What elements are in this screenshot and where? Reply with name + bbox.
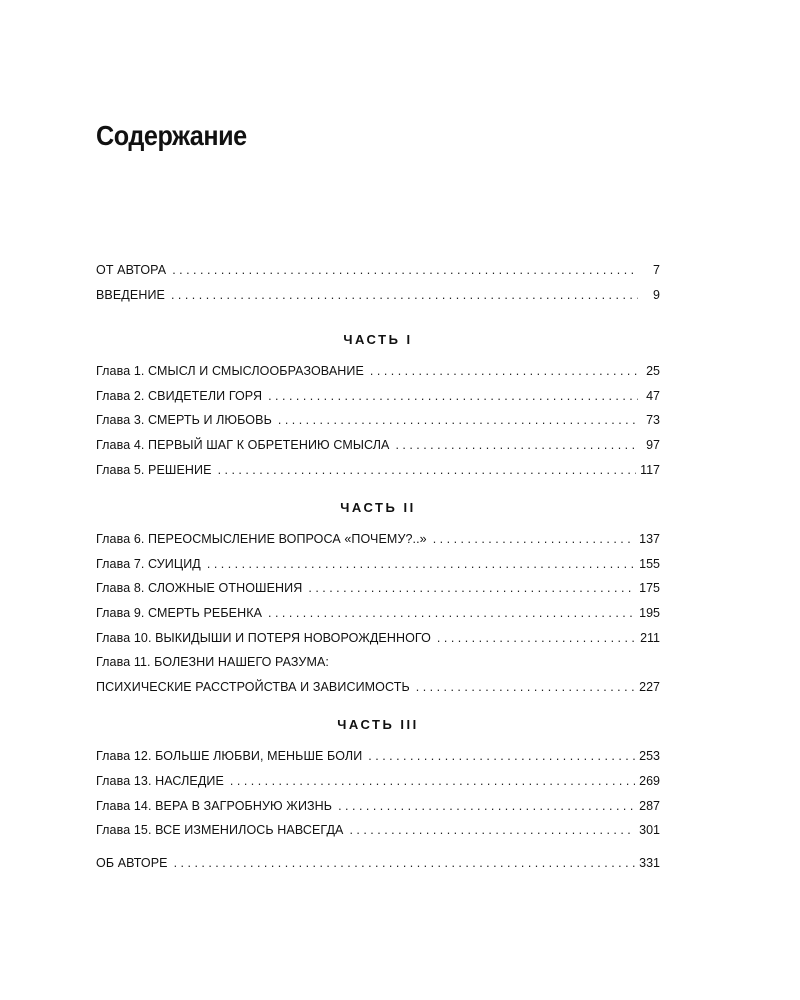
toc-entry-page: 227: [639, 679, 660, 694]
toc-entry-from-author[interactable]: [96, 258, 660, 283]
toc-entry-page: 155: [639, 556, 660, 571]
toc-entry-chapter-1[interactable]: [96, 359, 660, 384]
toc-entry-chapter-15[interactable]: [96, 818, 660, 843]
toc-entry-label: Глава 10. ВЫКИДЫШИ И ПОТЕРЯ НОВОРОЖДЕННОГО: [96, 630, 431, 645]
leader-dots: [338, 794, 635, 819]
toc-entry-chapter-14[interactable]: [96, 794, 660, 819]
toc-entry-chapter-6[interactable]: [96, 527, 660, 552]
leader-dots: [172, 258, 638, 283]
leader-dots: [395, 433, 638, 458]
toc-entry-chapter-3[interactable]: [96, 408, 660, 433]
toc-entry-page: 97: [646, 437, 660, 452]
toc-entry-label: ОБ АВТОРЕ: [96, 855, 168, 870]
toc-entry-page: 7: [653, 263, 660, 277]
toc-entry-page: 175: [639, 581, 660, 596]
leader-dots: [308, 576, 635, 601]
leader-dots: [433, 527, 635, 552]
toc-entry-chapter-11-continued[interactable]: [96, 675, 660, 700]
leader-dots: [218, 458, 637, 483]
toc-entry-label: ВВЕДЕНИЕ: [96, 287, 165, 302]
toc-entry-label: Глава 15. ВСЕ ИЗМЕНИЛОСЬ НАВСЕГДА: [96, 823, 344, 838]
toc-entry-chapter-5[interactable]: [96, 458, 660, 483]
toc-entry-label: ОТ АВТОРА: [96, 263, 167, 277]
leader-dots: [268, 384, 638, 409]
toc-entry-page: 301: [639, 823, 660, 838]
toc-entry-page: 287: [639, 798, 660, 813]
toc-entry-page: 25: [646, 364, 660, 379]
toc-entry-chapter-10[interactable]: [96, 626, 660, 651]
toc-entry-about-author[interactable]: [96, 851, 660, 876]
toc-entry-page: 137: [639, 532, 660, 547]
toc-entry-label: Глава 12. БОЛЬШЕ ЛЮБВИ, МЕНЬШЕ БОЛИ: [96, 749, 363, 764]
leader-dots: [174, 851, 636, 876]
part-heading-2: ЧАСТЬ II: [340, 500, 416, 516]
toc-entry-label: Глава 5. РЕШЕНИЕ: [96, 462, 212, 477]
toc-entry-label: Глава 1. СМЫСЛ И СМЫСЛООБРАЗОВАНИЕ: [96, 364, 364, 379]
part-heading-1: ЧАСТЬ I: [343, 332, 413, 348]
leader-dots: [278, 408, 638, 433]
toc-entry-label: ПСИХИЧЕСКИЕ РАССТРОЙСТВА И ЗАВИСИМОСТЬ: [96, 679, 410, 694]
toc-entry-chapter-12[interactable]: [96, 744, 660, 769]
toc-entry-label: Глава 3. СМЕРТЬ И ЛЮБОВЬ: [96, 413, 272, 428]
toc-entry-chapter-4[interactable]: [96, 433, 660, 458]
leader-dots: [268, 601, 635, 626]
toc-entry-label: Глава 8. СЛОЖНЫЕ ОТНОШЕНИЯ: [96, 581, 303, 596]
leader-dots: [368, 744, 635, 769]
toc-entry-page: 211: [640, 630, 660, 645]
toc-entry-label: Глава 2. СВИДЕТЕЛИ ГОРЯ: [96, 388, 263, 403]
toc-entry-chapter-11[interactable]: [96, 650, 660, 675]
part-heading-3: ЧАСТЬ III: [337, 717, 419, 733]
table-of-contents: [96, 258, 660, 875]
leader-dots: [370, 359, 638, 384]
toc-entry-page: 253: [639, 749, 660, 764]
toc-entry-page: 117: [640, 462, 660, 477]
leader-dots: [437, 626, 636, 651]
toc-entry-introduction[interactable]: [96, 283, 660, 308]
toc-entry-page: 47: [646, 388, 660, 403]
leader-dots: [230, 769, 635, 794]
toc-entry-chapter-7[interactable]: [96, 552, 660, 577]
toc-entry-chapter-2[interactable]: [96, 384, 660, 409]
toc-entry-page: 331: [639, 855, 660, 870]
toc-entry-label: Глава 7. СУИЦИД: [96, 556, 201, 571]
toc-entry-label: Глава 4. ПЕРВЫЙ ШАГ К ОБРЕТЕНИЮ СМЫСЛА: [96, 437, 390, 452]
toc-entry-chapter-8[interactable]: [96, 576, 660, 601]
toc-entry-label: Глава 6. ПЕРЕОСМЫСЛЕНИЕ ВОПРОСА «ПОЧЕМУ?..»: [96, 532, 427, 547]
toc-entry-label: Глава 11. БОЛЕЗНИ НАШЕГО РАЗУМА:: [96, 655, 329, 670]
toc-entry-page: 195: [639, 605, 660, 620]
toc-entry-chapter-9[interactable]: [96, 601, 660, 626]
leader-dots: [349, 818, 635, 843]
toc-entry-page: 9: [653, 287, 660, 302]
toc-entry-page: 269: [639, 773, 660, 788]
toc-entry-label: Глава 9. СМЕРТЬ РЕБЕНКА: [96, 605, 263, 620]
leader-dots: [207, 552, 635, 577]
page-title: Содержание: [96, 120, 247, 151]
toc-entry-label: Глава 13. НАСЛЕДИЕ: [96, 773, 224, 788]
leader-dots: [171, 283, 638, 308]
toc-entry-chapter-13[interactable]: [96, 769, 660, 794]
toc-entry-label: Глава 14. ВЕРА В ЗАГРОБНУЮ ЖИЗНЬ: [96, 798, 333, 813]
toc-entry-page: 73: [646, 413, 660, 428]
leader-dots: [416, 675, 635, 700]
